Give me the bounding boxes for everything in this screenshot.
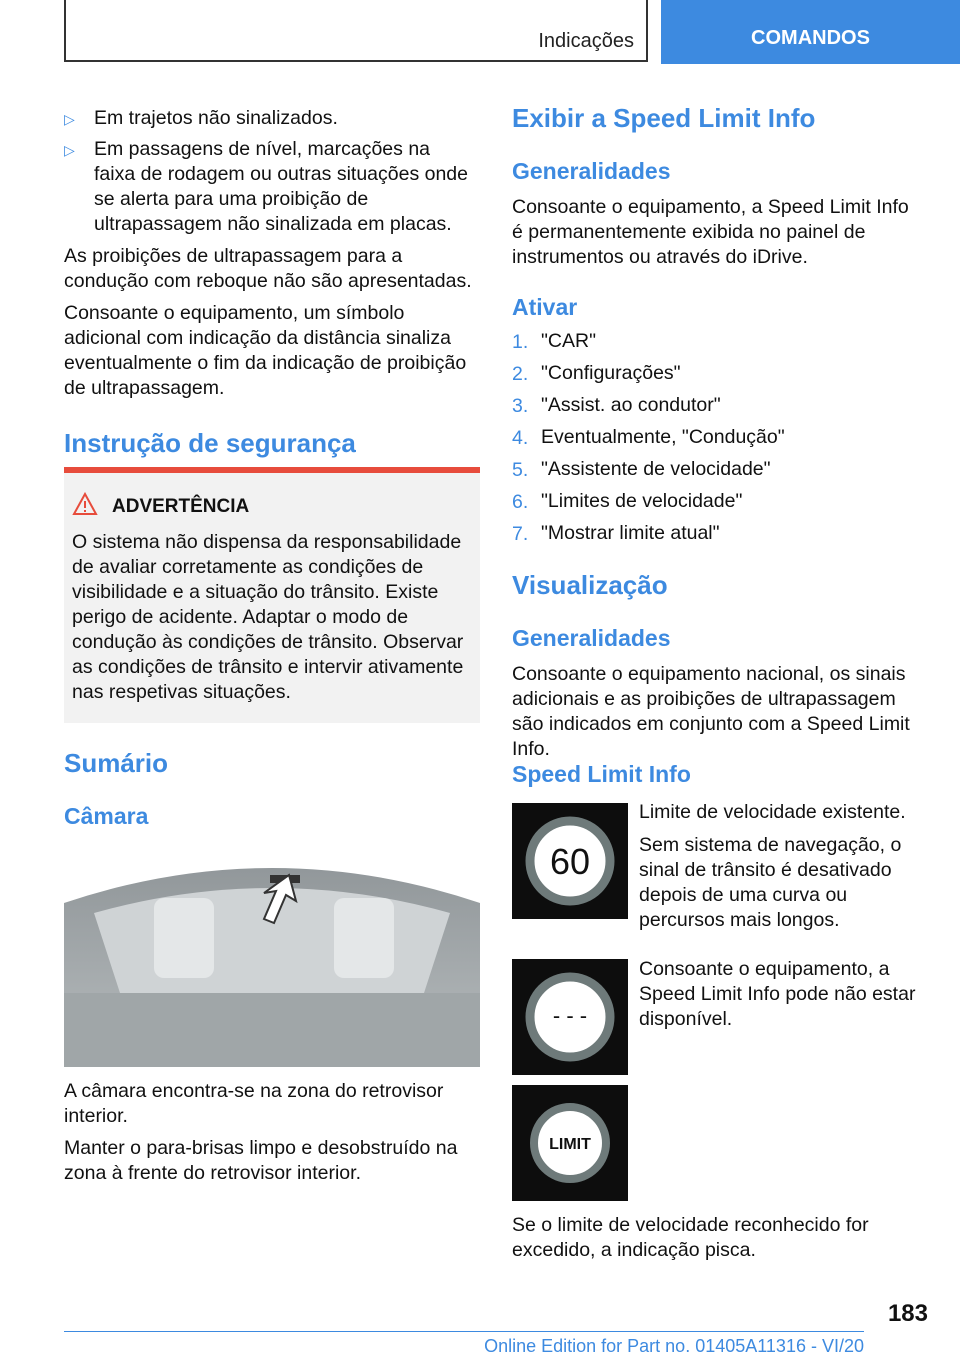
step-text: Eventualmente, "Condução": [541, 426, 785, 448]
bullet-item: Em trajetos não sinalizados.: [94, 107, 338, 129]
show-heading: Exibir a Speed Limit Info: [512, 103, 816, 133]
bullet-triangle-icon: ▷: [64, 142, 75, 158]
camera-text: A câmara encontra-se na zona do retrovisor interior.: [64, 1080, 444, 1127]
page-number: 183: [887, 1300, 928, 1327]
step-number: 4.: [512, 427, 529, 449]
sign-value: LIMIT: [549, 1136, 591, 1153]
speed-sign-60: [512, 803, 628, 919]
camera-text: Manter o para-brisas limpo e desobstruído na zona à frente do retrovisor interior.: [64, 1137, 458, 1184]
sign-text: Sem sistema de navegação, o sinal de trânsito é desativado depois de uma curva ou percursos mais longos.: [639, 834, 902, 931]
activate-heading: Ativar: [512, 294, 578, 320]
exceed-text: Se o limite de velocidade reconhecido for excedido, a indicação pisca.: [512, 1214, 869, 1261]
general-text: Consoante o equipamento, a Speed Limit Info é permanentemente exibida no painel de instrumentos ou através do iDrive.: [512, 196, 909, 268]
bullet-item: Em passagens de nível, marcações na faixa de rodagem ou outras situações onde se alerta para uma proibição de ultrapassagem não sinalizada em placas.: [94, 138, 468, 235]
warning-triangle-icon: [72, 492, 98, 516]
paragraph: Consoante o equipamento, um símbolo adicional com indicação da distância sinaliza eventualmente o fim da indicação de proibição de ultrapassagem.: [64, 302, 467, 399]
step-text: "Configurações": [541, 362, 681, 384]
step-number: 2.: [512, 363, 529, 385]
header-frame: [64, 0, 648, 62]
camera-heading: Câmara: [64, 803, 149, 829]
warning-title: ADVERTÊNCIA: [112, 496, 250, 517]
paragraph: As proibições de ultrapassagem para a condução com reboque não são apresentadas.: [64, 245, 472, 292]
camera-location-image: [64, 843, 480, 1067]
step-text: "Assistente de velocidade": [541, 458, 771, 480]
step-number: 1.: [512, 331, 529, 353]
general-heading: Generalidades: [512, 158, 671, 184]
step-text: "CAR": [541, 330, 597, 352]
footer-edition: Online Edition for Part no. 01405A11316 - VI/20: [484, 1336, 864, 1356]
footer-divider: [64, 1331, 864, 1332]
general-heading: Generalidades: [512, 625, 671, 651]
general-text: Consoante o equipamento nacional, os sinais adicionais e as proibições de ultrapassagem são indicados em conjunto com a Speed Limit Info.: [512, 663, 910, 760]
step-number: 6.: [512, 491, 529, 513]
step-text: "Mostrar limite atual": [541, 522, 720, 544]
speed-limit-unavailable-icon: [512, 959, 628, 1075]
speed-limit-sign-icon: [512, 803, 628, 919]
step-number: 5.: [512, 459, 529, 481]
step-number: 3.: [512, 395, 529, 417]
sign-text: Limite de velocidade existente.: [639, 801, 906, 823]
safety-heading: Instrução de segurança: [64, 428, 356, 458]
step-text: "Limites de velocidade": [541, 490, 743, 512]
step-text: "Assist. ao condutor": [541, 394, 721, 416]
speed-sign-unavailable: [512, 959, 628, 1075]
step-number: 7.: [512, 523, 529, 545]
summary-heading: Sumário: [64, 748, 169, 778]
section-title: Indicações: [538, 30, 634, 52]
sign-value: - - -: [552, 1003, 588, 1028]
sign-text: Consoante o equipamento, a Speed Limit Info pode não estar disponível.: [639, 958, 916, 1030]
limit-sign-icon: [512, 1085, 628, 1201]
bullet-triangle-icon: ▷: [64, 111, 75, 127]
chapter-tab[interactable]: COMANDOS: [661, 0, 960, 64]
speed-sign-limit: [512, 1085, 628, 1201]
sign-value: 60: [549, 841, 591, 882]
warning-text: O sistema não dispensa da responsabilidade de avaliar corretamente as condições de visibilidade e a situação do trânsito. Existe perigo de acidente. Adaptar o modo de condução às condições de trânsito. Observar as condições de trânsito e intervir ativamente nas respetivas situações.: [72, 531, 464, 703]
display-heading: Visualização: [512, 570, 668, 600]
sli-heading: Speed Limit Info: [512, 761, 691, 787]
